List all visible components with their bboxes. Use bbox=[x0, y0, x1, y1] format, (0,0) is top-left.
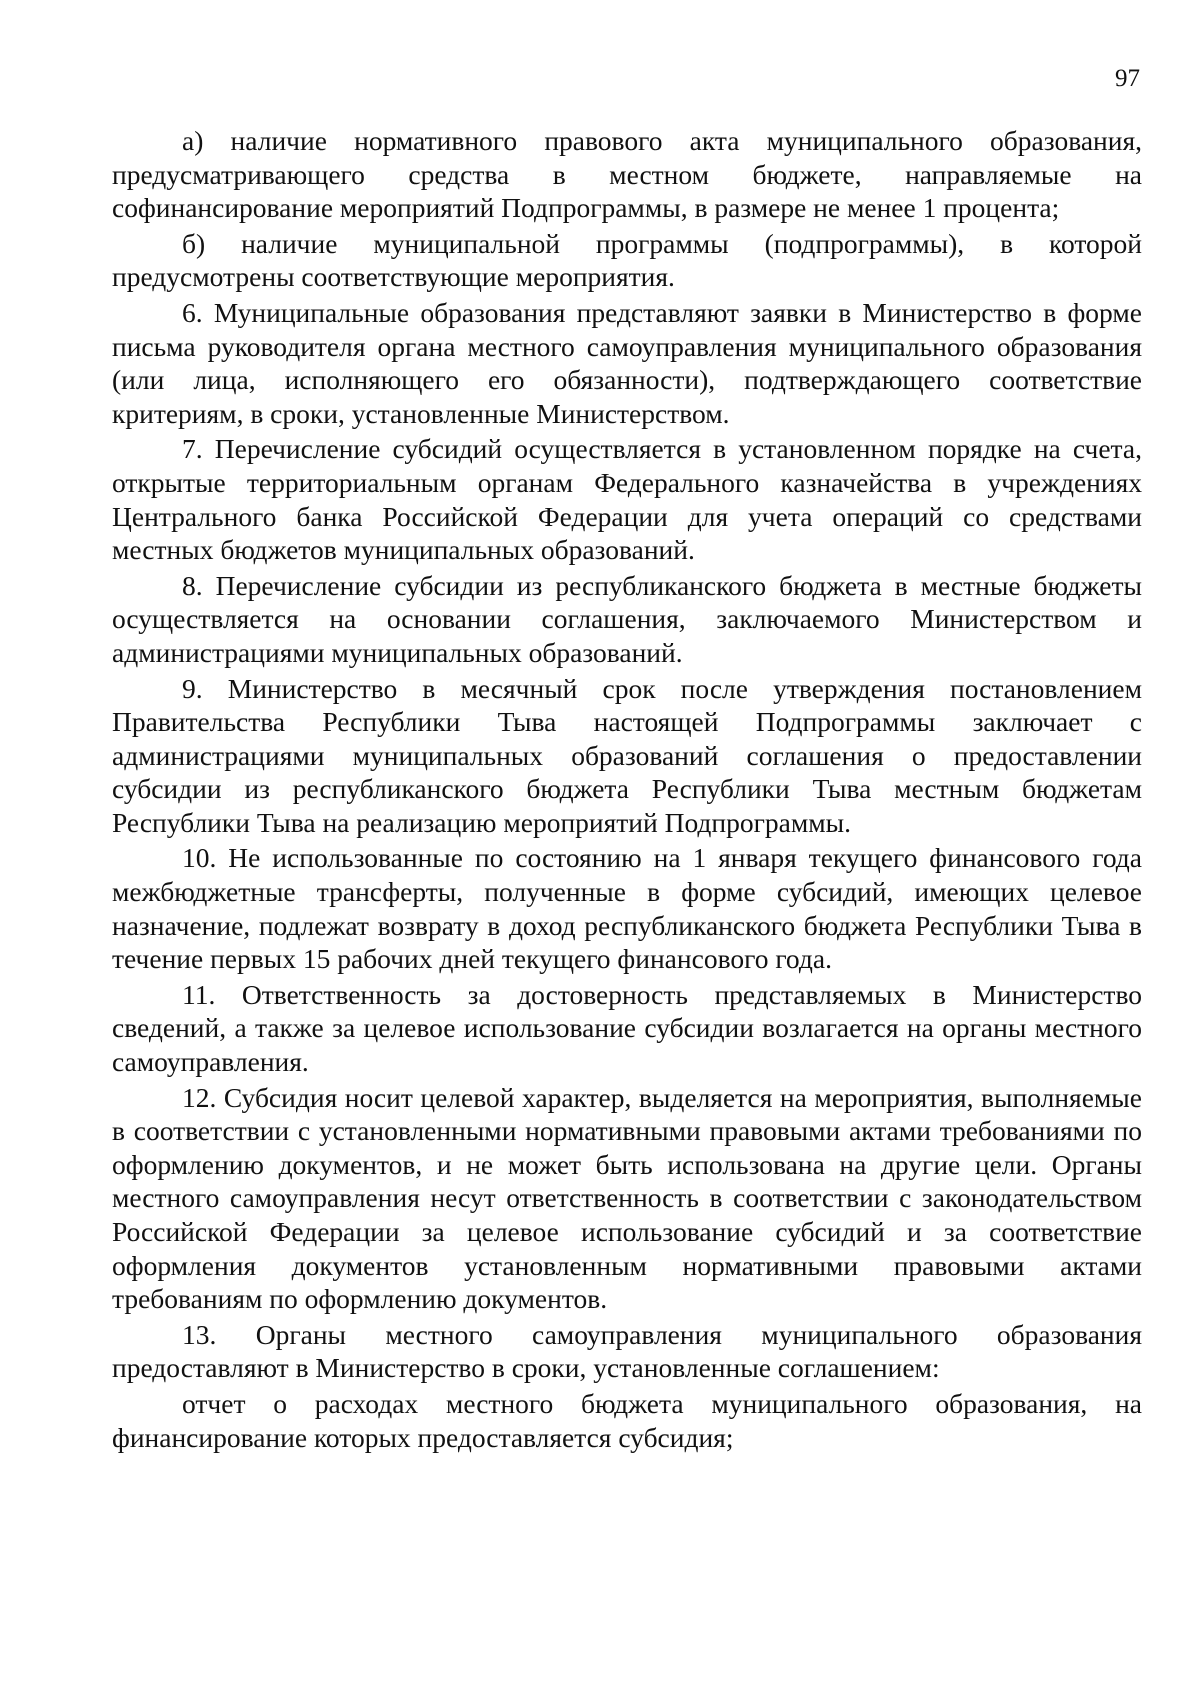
page-number: 97 bbox=[1115, 65, 1140, 92]
paragraph-13: 13. Органы местного самоуправления муниципального образования предоставляют в Министерство в сроки, установленные соглашением: bbox=[112, 1318, 1142, 1384]
paragraph-item-b: б) наличие муниципальной программы (подпрограммы), в которой предусмотрены соответствующие мероприятия. bbox=[112, 227, 1142, 293]
paragraph-8: 8. Перечисление субсидии из республиканского бюджета в местные бюджеты осуществляется на основании соглашения, заключаемого Министерством и администрациями муниципальных образований. bbox=[112, 569, 1142, 668]
paragraph-12: 12. Субсидия носит целевой характер, выделяется на мероприятия, выполняемые в соответствии с установленными нормативными правовыми актами требованиями по оформлению документов, и не может быть использована на другие цели. Органы местного самоуправления несут ответственность в соответствии с законодательством Российской Федерации за целевое использование субсидий и за соответствие оформления документов установленным нормативными правовыми актами требованиям по оформлению документов. bbox=[112, 1081, 1142, 1315]
paragraph-report: отчет о расходах местного бюджета муниципального образования, на финансирование которых предоставляется субсидия; bbox=[112, 1387, 1142, 1453]
paragraph-10: 10. Не использованные по состоянию на 1 января текущего финансового года межбюджетные трансферты, полученные в форме субсидий, имеющих целевое назначение, подлежат возврату в доход республиканского бюджета Республики Тыва в течение первых 15 рабочих дней текущего финансового года. bbox=[112, 842, 1142, 975]
document-body bbox=[112, 124, 1142, 1456]
paragraph-7: 7. Перечисление субсидий осуществляется в установленном порядке на счета, открытые территориальным органам Федерального казначейства в учреждениях Центрального банка Российской Федерации для учета операций со средствами местных бюджетов муниципальных образований. bbox=[112, 433, 1142, 566]
paragraph-6: 6. Муниципальные образования представляют заявки в Министерство в форме письма руководителя органа местного самоуправления муниципального образования (или лица, исполняющего его обязанности), подтверждающего соответствие критериям, в сроки, установленные Министерством. bbox=[112, 296, 1142, 429]
paragraph-9: 9. Министерство в месячный срок после утверждения постановлением Правительства Республики Тыва настоящей Подпрограммы заключает с администрациями муниципальных образований соглашения о предоставлении субсидии из республиканского бюджета Республики Тыва местным бюджетам Республики Тыва на реализацию мероприятий Подпрограммы. bbox=[112, 672, 1142, 838]
paragraph-11: 11. Ответственность за достоверность представляемых в Министерство сведений, а также за целевое использование субсидии возлагается на органы местного самоуправления. bbox=[112, 978, 1142, 1078]
paragraph-item-a: а) наличие нормативного правового акта муниципального образования, предусматривающего средства в местном бюджете, направляемые на софинансирование мероприятий Подпрограммы, в размере не менее 1 процента; bbox=[112, 125, 1142, 224]
